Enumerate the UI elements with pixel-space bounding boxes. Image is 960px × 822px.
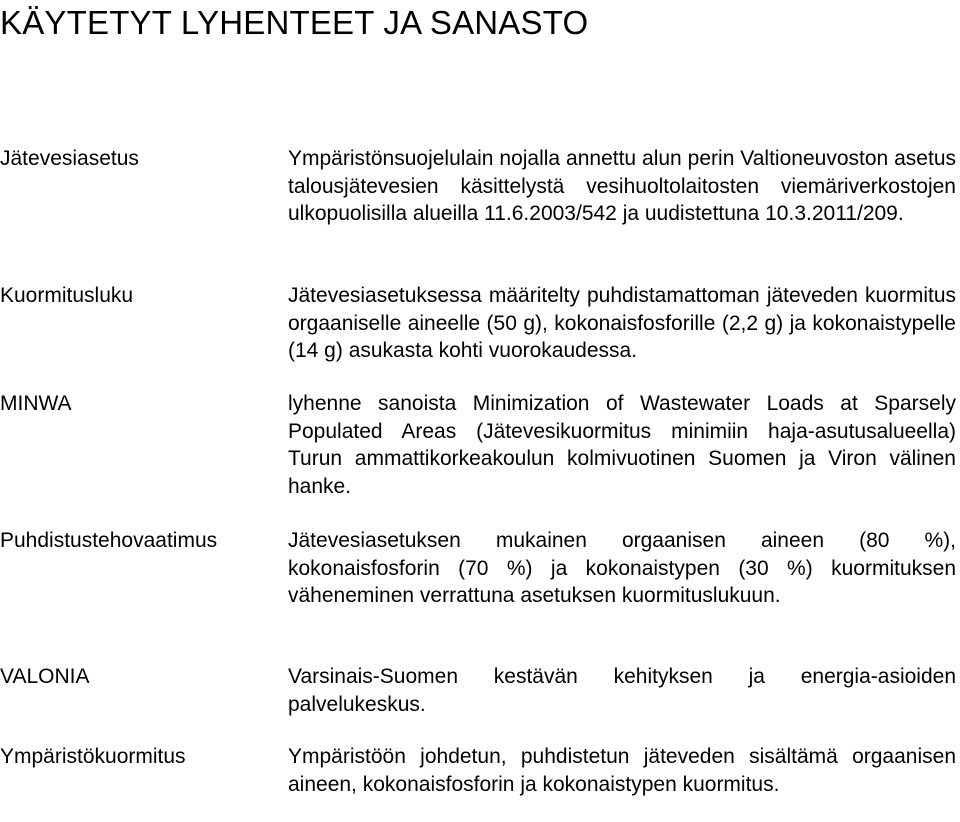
definition-jatevesiasetus: Ympäristönsuojelulain nojalla annettu alun perin Valtioneuvoston asetus talousjätevesien käsittelystä vesihuoltolaitosten viemäriverkostojen ulkopuolisilla alueilla 11.6.2003/542 ja uudistettuna 10.3.2011/209.: [288, 147, 956, 225]
definition-puhdistustehovaatimus: Jätevesiasetuksen mukainen orgaanisen aineen (80 %), kokonaisfosforin (70 %) ja kokonaistypen (30 %) kuormituksen väheneminen verrattuna asetuksen kuormituslukuun.: [288, 529, 956, 607]
term-puhdistustehovaatimus: Puhdistustehovaatimus: [0, 529, 218, 552]
term-ymparistokuormitus: Ympäristökuormitus: [0, 745, 186, 768]
definition-ymparistokuormitus: Ympäristöön johdetun, puhdistetun jäteveden sisältämä orgaanisen aineen, kokonaisfosforin ja kokonaistypen kuormitus.: [288, 745, 956, 796]
term-kuormitusluku: Kuormitusluku: [0, 284, 134, 307]
definition-minwa: lyhenne sanoista Minimization of Wastewater Loads at Sparsely Populated Areas (Jätevesikuormitus minimiin haja-asutusalueella) Turun ammattikorkeakoulun kolmivuotinen Suomen ja Viron välinen hanke.: [288, 392, 956, 498]
term-minwa: MINWA: [0, 392, 72, 415]
term-jatevesiasetus: Jätevesiasetus: [0, 147, 139, 170]
term-valonia: VALONIA: [0, 665, 90, 688]
definition-valonia: Varsinais-Suomen kestävän kehityksen ja energia-asioiden palvelukeskus.: [288, 665, 956, 716]
page-title: KÄYTETYT LYHENTEET JA SANASTO: [0, 4, 589, 41]
definition-kuormitusluku: Jätevesiasetuksessa määritelty puhdistamattoman jäteveden kuormitus orgaaniselle aineelle (50 g), kokonaisfosforille (2,2 g) ja kokonaistypelle (14 g) asukasta kohti vuorokaudessa.: [288, 284, 956, 362]
